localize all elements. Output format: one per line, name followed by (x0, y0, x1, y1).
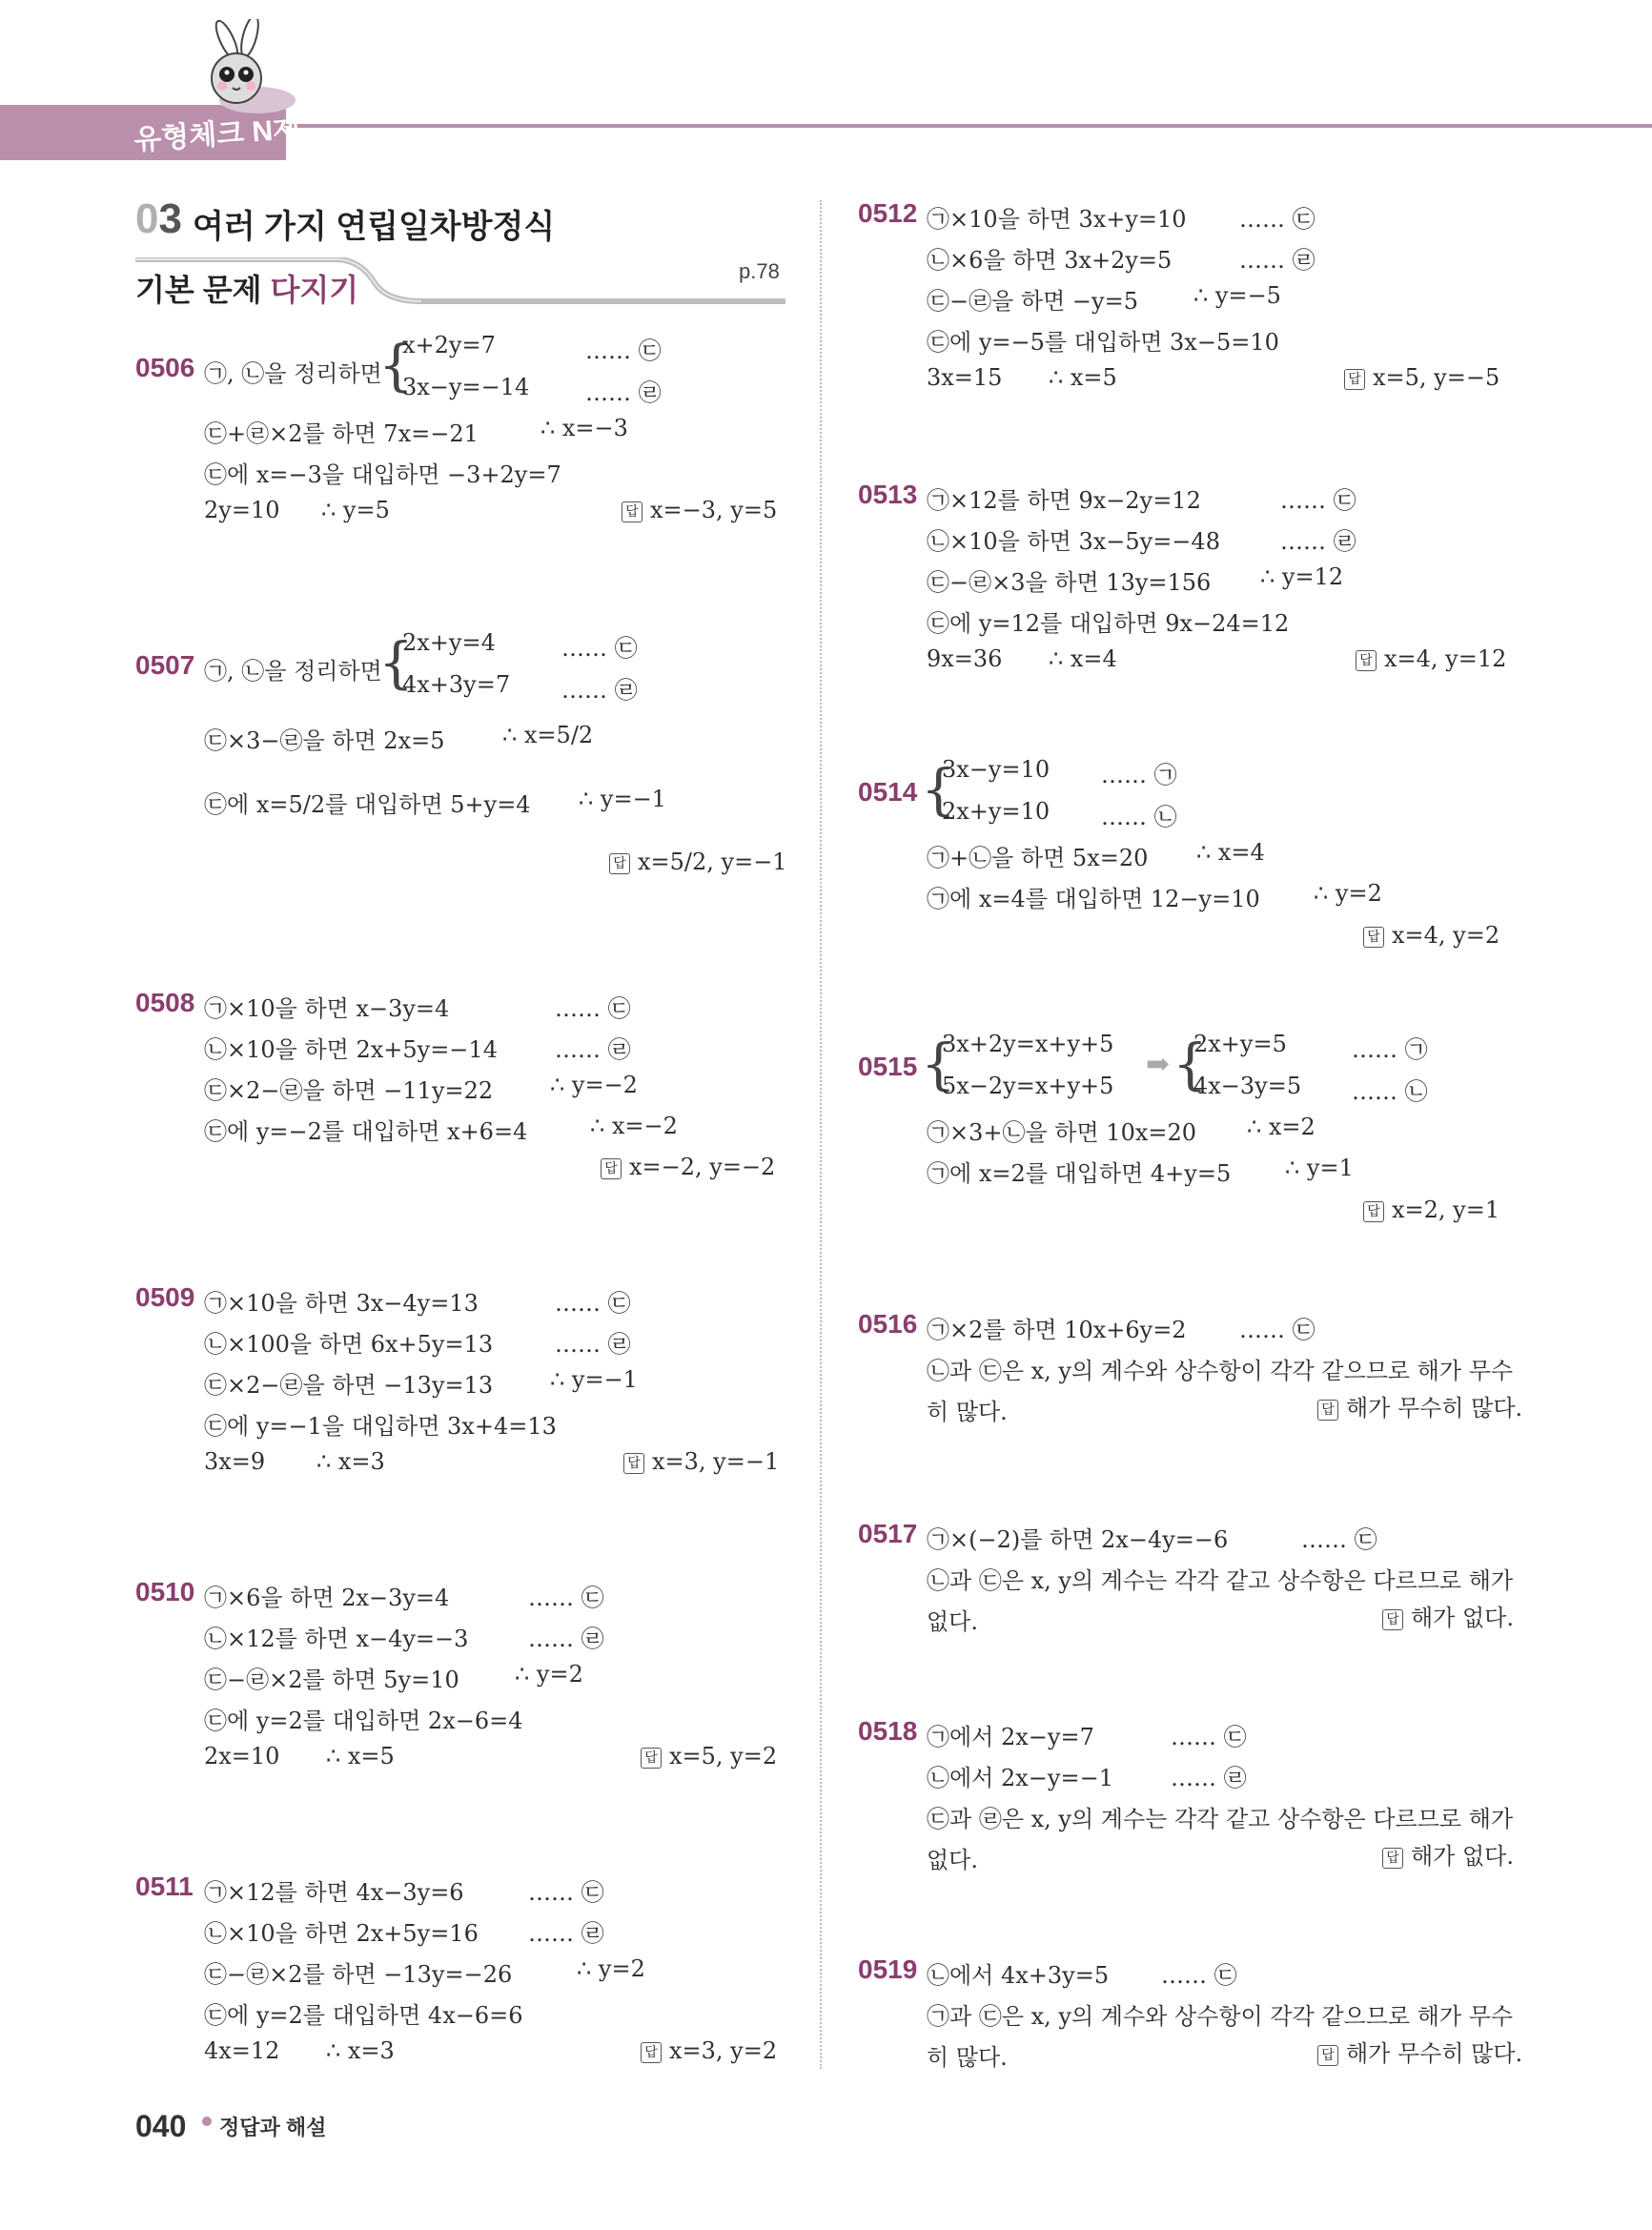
problem-number: 0513 (858, 480, 918, 509)
answer: 답 해가 없다. (1382, 1599, 1514, 1632)
answer: 답 x=5/2, y=−1 (609, 849, 787, 875)
equation-tag: …… ㉣ (555, 1036, 631, 1063)
answer: 답 x=5, y=−5 (1344, 364, 1499, 391)
solution-line: 2y=10 (204, 497, 280, 523)
solution-line: ㉡×100을 하면 6x+5y=13 (204, 1331, 494, 1358)
solution-result: ∴ x=5 (1049, 364, 1117, 391)
solution-result: ∴ x=3 (316, 1448, 385, 1475)
answer-icon: 답 (641, 2042, 662, 2063)
solution-line: ㉠×10을 하면 3x−4y=13 (204, 1290, 479, 1317)
solution-line: ㉢에 y=12를 대입하면 9x−24=12 (927, 610, 1290, 637)
solution-line: ㉠×6을 하면 2x−3y=4 (204, 1585, 450, 1611)
answer-icon: 답 (1382, 1609, 1403, 1630)
system-brace: { (378, 630, 414, 695)
solution-line: 히 많다. (927, 1399, 1008, 1425)
solution-line: 3x=15 (927, 364, 1003, 391)
equation: 4x+3y=7 (402, 671, 511, 698)
solution-result: ∴ y=−2 (550, 1072, 638, 1098)
problem-number: 0507 (135, 650, 195, 680)
system-brace: { (921, 1032, 956, 1096)
solution-line: ㉠×(−2)를 하면 2x−4y=−6 (927, 1526, 1229, 1553)
solution-line: ㉡×12를 하면 x−4y=−3 (204, 1626, 469, 1652)
solution-line: ㉢에 x=5/2를 대입하면 5+y=4 (204, 791, 531, 818)
equation: 2x+y=4 (402, 629, 496, 656)
solution-result: ∴ y=12 (1260, 563, 1344, 590)
solution-line: 2x=10 (204, 1743, 280, 1770)
equation: 3x−y=−14 (402, 374, 530, 400)
problem-number: 0516 (858, 1309, 918, 1339)
footer-label: 정답과 해설 (219, 2116, 327, 2139)
solution-line: ㉢−㉣×2를 하면 −13y=−26 (204, 1961, 513, 1988)
answer-icon: 답 (609, 853, 630, 874)
equation-tag: …… ㉣ (561, 677, 638, 704)
solution-result: ∴ y=2 (577, 1955, 645, 1982)
solution-line: ㉢에 y=2를 대입하면 4x−6=6 (204, 2002, 523, 2029)
solution-line: 없다. (927, 1608, 978, 1635)
solution-line: ㉢×2−㉣을 하면 −11y=22 (204, 1077, 494, 1104)
answer-icon: 답 (1344, 369, 1365, 390)
solution-line: ㉢−㉣을 하면 −y=5 (927, 288, 1138, 315)
problem-number: 0512 (858, 198, 918, 228)
equation: 2x+y=5 (1193, 1031, 1287, 1057)
solution-result: ∴ y=−1 (550, 1366, 638, 1393)
answer-icon: 답 (1363, 927, 1384, 948)
page-reference: p.78 (739, 259, 780, 283)
solution-line: ㉡에서 2x−y=−1 (927, 1765, 1113, 1791)
answer: 답 x=−3, y=5 (622, 497, 777, 523)
solution-line: 히 많다. (927, 2044, 1008, 2071)
equation-tag: …… ㉢ (561, 635, 638, 662)
solution-result: ∴ x=4 (1196, 839, 1265, 866)
answer: 답 x=2, y=1 (1363, 1197, 1499, 1223)
equation-tag: …… ㉠ (1101, 762, 1177, 788)
answer: 답 x=3, y=−1 (623, 1448, 779, 1475)
equation: 3x+2y=x+y+5 (942, 1031, 1114, 1057)
equation-tag: …… ㉢ (585, 338, 662, 364)
answer: 답 해가 무수히 많다. (1317, 1389, 1522, 1422)
problem-number: 0506 (135, 353, 195, 382)
equation-tag: …… ㉣ (528, 1626, 604, 1652)
equation-tag: …… ㉢ (1161, 1962, 1237, 1989)
answer-icon: 답 (601, 1158, 622, 1179)
answer-icon: 답 (1382, 1848, 1403, 1869)
answer-icon: 답 (1363, 1201, 1384, 1222)
equation-tag: …… ㉡ (1101, 804, 1177, 830)
equation: 4x−3y=5 (1193, 1073, 1302, 1099)
answer: 답 해가 무수히 많다. (1317, 2035, 1522, 2068)
solution-line: 4x=12 (204, 2037, 280, 2064)
solution-result: ∴ y=2 (515, 1661, 583, 1688)
solution-line: ㉠×10을 하면 x−3y=4 (204, 995, 450, 1022)
equation-tag: …… ㉣ (585, 379, 662, 406)
equation-tag: …… ㉣ (1280, 528, 1356, 555)
solution-line: ㉠×12를 하면 9x−2y=12 (927, 487, 1201, 514)
solution-result: ∴ x=2 (1247, 1114, 1315, 1140)
equation-tag: …… ㉣ (1239, 247, 1315, 274)
solution-result: ∴ x=5 (326, 1743, 395, 1770)
column-divider (820, 200, 822, 2069)
answer: 답 x=5, y=2 (641, 1743, 777, 1770)
page-number: 040 (135, 2109, 187, 2143)
solution-line: ㉠에서 2x−y=7 (927, 1724, 1094, 1750)
problem-number: 0511 (135, 1872, 194, 1901)
answer-icon: 답 (623, 1453, 644, 1474)
right-arrow-icon: ➡ (1146, 1048, 1171, 1081)
solution-line: ㉢×2−㉣을 하면 −13y=13 (204, 1372, 494, 1399)
system-brace: { (921, 757, 956, 822)
solution-line: ㉢−㉣×3을 하면 13y=156 (927, 569, 1212, 596)
solution-line: ㉢과 ㉣은 x, y의 계수는 각각 같고 상수항은 다르므로 해가 (927, 1806, 1514, 1832)
solution-line: ㉢에 y=−1을 대입하면 3x+4=13 (204, 1413, 557, 1440)
equation-tag: …… ㉢ (1280, 487, 1356, 514)
equation-tag: …… ㉢ (1301, 1526, 1377, 1553)
section-number: 03 (135, 195, 182, 242)
equation: 5x−2y=x+y+5 (942, 1073, 1114, 1099)
solution-result: ∴ y=−1 (579, 786, 666, 812)
solution-result: ∴ x=3 (326, 2037, 395, 2064)
solution-line: ㉢+㉣×2를 하면 7x=−21 (204, 420, 479, 447)
subsection-title: 기본 문제 다지기 (135, 273, 359, 307)
solution-line: ㉠+㉡을 하면 5x=20 (927, 845, 1149, 871)
problem-number: 0515 (858, 1052, 918, 1081)
solution-result: ∴ x=−2 (590, 1113, 678, 1139)
solution-line: ㉡×10을 하면 2x+5y=−14 (204, 1036, 498, 1063)
system-brace: { (1173, 1032, 1208, 1096)
solution-line: ㉠×10을 하면 3x+y=10 (927, 206, 1187, 233)
solution-line: ㉠, ㉡을 정리하면 (204, 658, 382, 685)
solution-result: ∴ y=2 (1314, 880, 1382, 907)
solution-line: ㉢에 y=−5를 대입하면 3x−5=10 (927, 329, 1279, 356)
solution-result: ∴ y=5 (321, 497, 390, 523)
equation-tag: …… ㉣ (1171, 1765, 1247, 1791)
equation-tag: …… ㉠ (1352, 1036, 1428, 1063)
solution-line: ㉡과 ㉢은 x, y의 계수는 각각 같고 상수항은 다르므로 해가 (927, 1567, 1514, 1594)
answer-icon: 답 (1356, 650, 1377, 671)
solution-result: ∴ y=1 (1285, 1155, 1354, 1181)
solution-line: ㉡×10을 하면 2x+5y=16 (204, 1920, 479, 1947)
solution-line: ㉠×2를 하면 10x+6y=2 (927, 1317, 1187, 1343)
problem-number: 0514 (858, 777, 918, 807)
solution-line: ㉢에 x=−3을 대입하면 −3+2y=7 (204, 461, 561, 488)
solution-line: ㉠과 ㉢은 x, y의 계수와 상수항이 각각 같으므로 해가 무수 (927, 2003, 1514, 2030)
solution-result: ∴ x=5/2 (502, 722, 594, 748)
equation-tag: …… ㉢ (528, 1585, 604, 1611)
problem-number: 0519 (858, 1954, 918, 1984)
equation-tag: …… ㉢ (1239, 1317, 1315, 1343)
solution-line: ㉢−㉣×2를 하면 5y=10 (204, 1667, 459, 1693)
section-title: 여러 가지 연립일차방정식 (193, 209, 556, 245)
equation: 3x−y=10 (942, 756, 1050, 783)
answer-icon: 답 (1317, 2045, 1338, 2066)
answer: 답 x=3, y=2 (641, 2037, 777, 2064)
equation-tag: …… ㉣ (555, 1331, 631, 1358)
solution-line: ㉡×10을 하면 3x−5y=−48 (927, 528, 1220, 555)
answer-icon: 답 (641, 1748, 662, 1769)
answer: 답 x=4, y=2 (1363, 922, 1499, 949)
answer-icon: 답 (622, 501, 642, 522)
header-label: 유형체크 N제 (133, 113, 302, 157)
header-rule (286, 124, 1652, 128)
equation-tag: …… ㉢ (1239, 206, 1315, 233)
problem-number: 0509 (135, 1282, 195, 1312)
solution-line: ㉢에 y=2를 대입하면 2x−6=4 (204, 1708, 523, 1734)
equation-tag: …… ㉡ (1352, 1078, 1428, 1105)
answer-icon: 답 (1317, 1400, 1338, 1421)
answer: 답 x=4, y=12 (1356, 645, 1506, 672)
solution-line: ㉢×3−㉣을 하면 2x=5 (204, 727, 445, 754)
solution-line: ㉠×3+㉡을 하면 10x=20 (927, 1119, 1197, 1146)
problem-number: 0517 (858, 1519, 918, 1548)
rabbit-mascot-icon (191, 19, 296, 124)
footer-bullet (202, 2117, 212, 2126)
solution-line: 3x=9 (204, 1448, 266, 1475)
solution-line: 없다. (927, 1847, 978, 1873)
problem-number: 0510 (135, 1577, 195, 1606)
solution-line: ㉠에 x=2를 대입하면 4+y=5 (927, 1160, 1232, 1187)
solution-line: ㉠×12를 하면 4x−3y=6 (204, 1879, 464, 1906)
solution-line: ㉡×6을 하면 3x+2y=5 (927, 247, 1173, 274)
answer: 답 해가 없다. (1382, 1837, 1514, 1871)
solution-line: ㉠에 x=4를 대입하면 12−y=10 (927, 886, 1260, 912)
solution-line: 9x=36 (927, 645, 1003, 672)
problem-number: 0508 (135, 988, 195, 1017)
equation-tag: …… ㉢ (528, 1879, 604, 1906)
equation-tag: …… ㉢ (555, 995, 631, 1022)
solution-line: ㉢에 y=−2를 대입하면 x+6=4 (204, 1118, 528, 1145)
solution-line: ㉠, ㉡을 정리하면 (204, 360, 382, 387)
solution-result: ∴ y=−5 (1193, 282, 1281, 309)
answer: 답 x=−2, y=−2 (601, 1154, 775, 1180)
solution-result: ∴ x=4 (1049, 645, 1117, 672)
system-brace: { (378, 333, 414, 398)
equation-tag: …… ㉢ (1171, 1724, 1247, 1750)
equation-tag: …… ㉢ (555, 1290, 631, 1317)
solution-line: ㉡에서 4x+3y=5 (927, 1962, 1110, 1989)
problem-number: 0518 (858, 1716, 918, 1746)
solution-result: ∴ x=−3 (540, 415, 628, 441)
solution-line: ㉡과 ㉢은 x, y의 계수와 상수항이 각각 같으므로 해가 무수 (927, 1358, 1514, 1384)
equation-tag: …… ㉣ (528, 1920, 604, 1947)
equation: 2x+y=10 (942, 798, 1050, 825)
equation: x+2y=7 (402, 332, 496, 358)
